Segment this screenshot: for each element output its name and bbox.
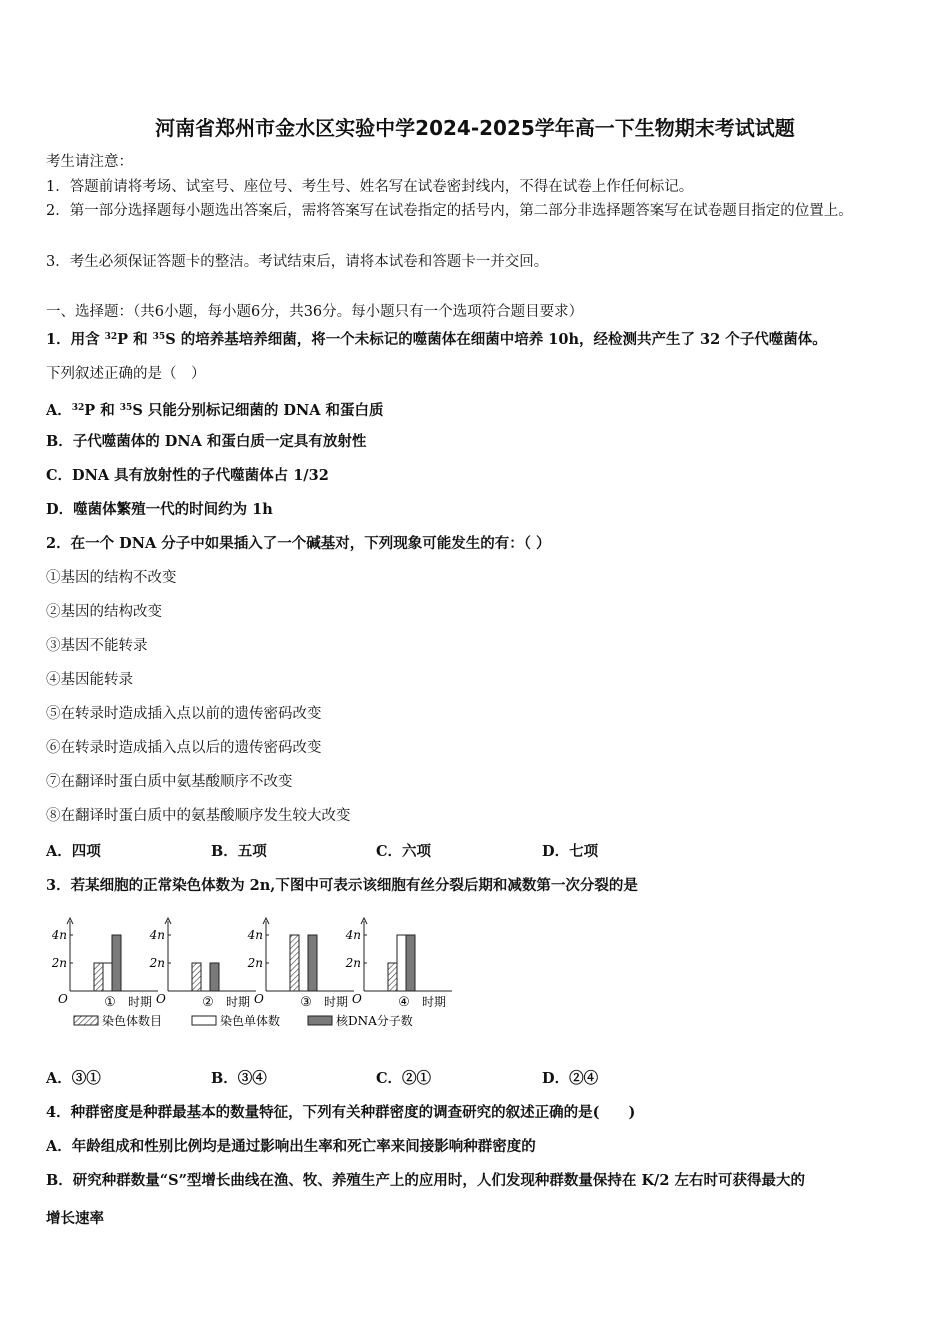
chart-legend	[74, 1013, 413, 1028]
option-b: B．五项	[211, 843, 267, 860]
bar-white	[397, 935, 406, 991]
legend-label: 核DNA分子数	[336, 1014, 413, 1028]
option-b: B．子代噬菌体的 DNA 和蛋白质一定具有放射性	[46, 433, 367, 450]
section-heading: 一、选择题：（共6小题，每小题6分，共36分。每小题只有一个选项符合题目要求）	[46, 304, 584, 320]
notice-item: 2．第一部分选择题每小题选出答案后，需将答案写在试卷指定的括号内，第二部分非选择题答案写在试卷题目指定的位置上。	[46, 203, 853, 219]
x-axis-label: 时期	[128, 995, 153, 1009]
origin-label: O	[58, 992, 68, 1006]
legend-swatch-white	[192, 1016, 216, 1025]
bar-gray	[210, 963, 219, 991]
bar-hatched	[94, 963, 103, 991]
y-tick-label: 4n	[345, 928, 361, 942]
chart-panel	[345, 918, 452, 1010]
category-label: ①	[104, 995, 116, 1010]
statement-item: ⑤在转录时造成插入点以前的遗传密码改变	[46, 706, 322, 722]
category-label: ③	[300, 995, 312, 1010]
statement-item: ⑥在转录时造成插入点以后的遗传密码改变	[46, 740, 322, 756]
legend-label: 染色体数目	[102, 1014, 163, 1028]
option-c: C．②①	[376, 1070, 432, 1087]
statement-item: ④基因能转录	[46, 672, 133, 688]
question-1-stem-2: 下列叙述正确的是（ ）	[46, 366, 206, 382]
legend-swatch-gray	[308, 1016, 332, 1025]
bar-white	[103, 963, 112, 991]
bar-gray	[308, 935, 317, 991]
option-d: D．七项	[542, 843, 599, 860]
origin-label: O	[156, 992, 166, 1006]
notice-item: 3．考生必须保证答题卡的整洁。考试结束后，请将本试卷和答题卡一并交回。	[46, 254, 549, 270]
bar-hatched	[192, 963, 201, 991]
statement-item: ②基因的结构改变	[46, 604, 162, 620]
option-a: A．③①	[46, 1070, 101, 1087]
notice-item: 1．答题前请将考场、试室号、座位号、考生号、姓名写在试卷密封线内，不得在试卷上作任何标记。	[46, 179, 694, 195]
origin-label: O	[254, 992, 264, 1006]
option-a: A．四项	[46, 843, 101, 860]
bar-gray	[112, 935, 121, 991]
option-c: C．DNA 具有放射性的子代噬菌体占 1/32	[46, 467, 329, 484]
chart-panel	[149, 918, 256, 1010]
option-a: A．$^{32}$P 和 $^{35}$S 只能分别标记细菌的 DNA 和蛋白质	[46, 402, 384, 419]
option-d: D．噬菌体繁殖一代的时间约为 1h	[46, 501, 273, 518]
y-tick-label: 2n	[52, 956, 67, 970]
option-b-continued: 增长速率	[46, 1210, 104, 1227]
y-tick-label: 2n	[247, 956, 263, 970]
bar-chart-figure	[52, 915, 472, 1037]
x-axis-label: 时期	[324, 995, 349, 1009]
statement-item: ①基因的结构不改变	[46, 570, 177, 586]
question-1-stem: 1．用含 $^{32}$P 和 $^{35}$S 的培养基培养细菌，将一个未标记的噬菌体在细菌中培养 10h，经检测共产生了 32 个子代噬菌体。	[46, 331, 827, 348]
y-tick-label: 4n	[247, 928, 263, 942]
notice-heading: 考生请注意：	[46, 154, 133, 170]
option-b: B．③④	[211, 1070, 267, 1087]
question-3-stem: 3．若某细胞的正常染色体数为 2n,下图中可表示该细胞有丝分裂后期和减数第一次分裂的是	[46, 877, 638, 894]
x-axis-label: 时期	[226, 995, 251, 1009]
chart-panel	[247, 918, 354, 1010]
x-axis-label: 时期	[422, 995, 447, 1009]
option-d: D．②④	[542, 1070, 599, 1087]
statement-item: ⑦在翻译时蛋白质中氨基酸顺序不改变	[46, 774, 293, 790]
chart-panel	[52, 918, 158, 1010]
y-tick-label: 4n	[52, 928, 67, 942]
option-a: A．年龄组成和性别比例均是通过影响出生率和死亡率来间接影响种群密度的	[46, 1138, 536, 1155]
y-tick-label: 2n	[149, 956, 165, 970]
legend-swatch-hatched	[74, 1016, 98, 1025]
bar-hatched	[290, 935, 299, 991]
y-tick-label: 4n	[149, 928, 165, 942]
origin-label: O	[352, 992, 362, 1006]
option-b: B．研究种群数量“S”型增长曲线在渔、牧、养殖生产上的应用时，人们发现种群数量保持在 K/2 左右时可获得最大的	[46, 1172, 805, 1189]
category-label: ④	[398, 995, 410, 1010]
bar-hatched	[388, 963, 397, 991]
page-title: 河南省郑州市金水区实验中学2024-2025学年高一下生物期末考试试题	[155, 116, 795, 140]
category-label: ②	[202, 995, 214, 1010]
question-4-stem: 4．种群密度是种群最基本的数量特征，下列有关种群密度的调查研究的叙述正确的是( )	[46, 1104, 636, 1121]
statement-item: ⑧在翻译时蛋白质中的氨基酸顺序发生较大改变	[46, 808, 351, 824]
legend-label: 染色单体数	[220, 1014, 281, 1028]
statement-item: ③基因不能转录	[46, 638, 148, 654]
question-2-stem: 2．在一个 DNA 分子中如果插入了一个碱基对，下列现象可能发生的有：（ ）	[46, 535, 551, 552]
y-tick-label: 2n	[345, 956, 361, 970]
option-c: C．六项	[376, 843, 432, 860]
bar-gray	[406, 935, 415, 991]
